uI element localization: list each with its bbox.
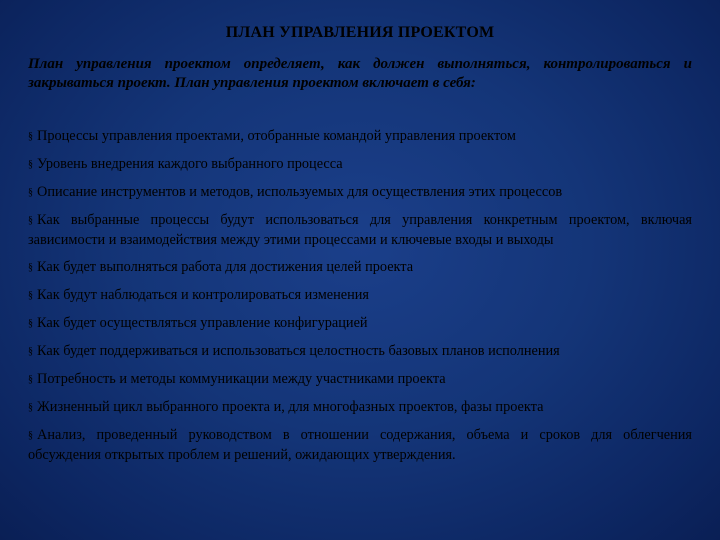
bullet-icon: §	[28, 402, 33, 413]
list-item-text: Процессы управления проектами, отобранные командой управления проектом	[37, 128, 516, 144]
list-item	[28, 370, 692, 390]
list-item-text: Как будет осуществляться управление конфигурацией	[37, 315, 368, 331]
bullet-icon: §	[28, 131, 33, 142]
list-item	[28, 286, 692, 306]
bullet-icon: §	[28, 187, 33, 198]
bullet-icon: §	[28, 215, 33, 226]
bullet-icon: §	[28, 159, 33, 170]
list-item-text: Потребность и методы коммуникации между участниками проекта	[37, 371, 446, 387]
list-item-text: Уровень внедрения каждого выбранного процесса	[37, 156, 343, 172]
slide-title: ПЛАН УПРАВЛЕНИЯ ПРОЕКТОМ	[225, 24, 495, 41]
bullet-icon: §	[28, 346, 33, 357]
list-item	[28, 127, 692, 147]
list-item-text: Как будут наблюдаться и контролироваться изменения	[37, 287, 369, 303]
bullet-icon: §	[28, 374, 33, 385]
bullet-icon: §	[28, 262, 33, 273]
list-item	[28, 342, 692, 362]
intro-paragraph: План управления проектом определяет, как должен выполняться, контролироваться и закрываться проект. План управления проектом включает в себя:	[28, 56, 692, 91]
list-item-text: Описание инструментов и методов, используемых для осуществления этих процессов	[37, 184, 563, 200]
list-item-text: Как будет поддерживаться и использоваться целостность базовых планов исполнения	[37, 343, 560, 359]
bullet-icon: §	[28, 290, 33, 301]
bullet-icon: §	[28, 430, 33, 441]
list-item	[28, 155, 692, 175]
list-item	[28, 258, 692, 278]
bullet-list	[28, 127, 692, 473]
list-item	[28, 426, 692, 465]
list-item	[28, 183, 692, 203]
list-item-text: Анализ, проведенный руководством в отношении содержания, объема и сроков для облегчения обсуждения открытых проблем и решений, ожидающих утверждения.	[28, 427, 692, 463]
list-item	[28, 211, 692, 250]
bullet-icon: §	[28, 318, 33, 329]
list-item-text: Жизненный цикл выбранного проекта и, для многофазных проектов, фазы проекта	[37, 399, 544, 415]
list-item	[28, 398, 692, 418]
list-item	[28, 314, 692, 334]
list-item-text: Как выбранные процессы будут использоваться для управления конкретным проектом, включая зависимости и взаимодействия между этими процессами и ключевые входы и выходы	[28, 212, 692, 248]
list-item-text: Как будет выполняться работа для достижения целей проекта	[37, 259, 414, 275]
